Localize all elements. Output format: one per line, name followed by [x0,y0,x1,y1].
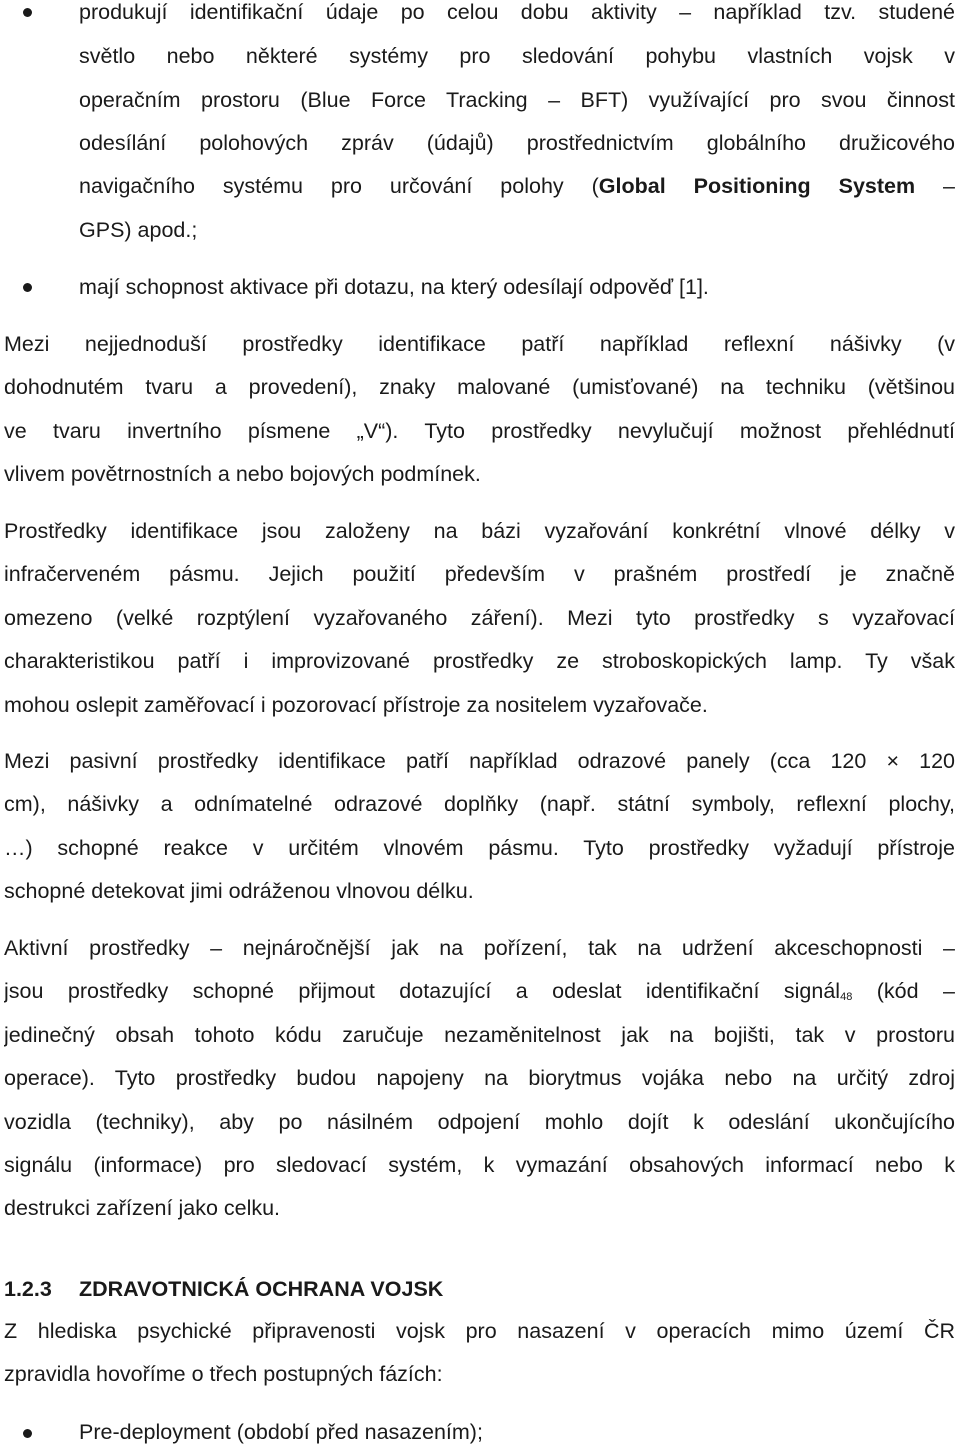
bullet-item-1-line-4: odesílání polohových zpráv (údajů) prostřednictvím globálního družicového [79,131,955,155]
paragraph-line: operace). Tyto prostředky budou napojeny na biorytmus vojáka nebo na určitý zdroj [4,1066,955,1090]
paragraph-line: dohodnutém tvaru a provedení), znaky malované (umisťované) na techniku (většinou [4,375,955,399]
paragraph-line: Aktivní prostředky – nejnáročnější jak na pořízení, tak na udržení akceschopnosti – [4,936,955,960]
paragraph-line: schopné detekovat jimi odráženou vlnovou délku. [4,879,474,903]
bullet-dot [23,1429,32,1438]
bullet-item-1-line-2: světlo nebo některé systémy pro sledování pohybu vlastních vojsk v [79,44,955,68]
bullet-dot [23,8,32,17]
paragraph-line: charakteristikou patří i improvizované prostředky ze stroboskopických lamp. Ty však [4,649,955,673]
bullet-item-1-line-3: operačním prostoru (Blue Force Tracking – BFT) využívající pro svou činnost [79,88,955,112]
paragraph-line: …) schopné reakce v určitém vlnovém pásmu. Tyto prostředky vyžadují přístroje [4,836,955,860]
paragraph-line-pre: jsou prostředky schopné přijmout dotazující a odeslat identifikační signál [4,979,841,1003]
paragraph-line: ve tvaru invertního písmene „V“). Tyto prostředky nevylučují možnost přehlédnutí [4,419,955,443]
paragraph-line: zpravidla hovoříme o třech postupných fázích: [4,1362,443,1386]
bullet-item-1-line-5-post: – [915,174,955,198]
bullet-item-bottom: Pre-deployment (období před nasazením); [79,1420,483,1444]
paragraph-line: Mezi pasivní prostředky identifikace patří například odrazové panely (cca 120 × 120 [4,749,955,773]
paragraph-line: vozidla (techniky), aby po násilném odpojení mohlo dojít k odeslání ukončujícího [4,1110,955,1134]
footnote-ref: 48 [840,991,853,1003]
paragraph-line: jedinečný obsah tohoto kódu zaručuje nezaměnitelnost jak na bojišti, tak v prostoru [4,1023,955,1047]
paragraph-line: Z hlediska psychické připravenosti vojsk pro nasazení v operacích mimo území ČR [4,1319,955,1343]
bullet-item-1-line-5-bold: Global Positioning System [598,174,916,198]
bullet-item-1-line-6: GPS) apod.; [79,218,198,242]
paragraph-line [4,976,955,1006]
paragraph-line: mohou oslepit zaměřovací i pozorovací přístroje za nositelem vyzařovače. [4,693,708,717]
paragraph-line: infračerveném pásmu. Jejich použití především v prašném prostředí je značně [4,562,955,586]
section-number: 1.2.3 [4,1277,52,1301]
paragraph-line: vlivem povětrnostních a nebo bojových podmínek. [4,462,481,486]
bullet-dot [23,283,32,292]
bullet-item-2: mají schopnost aktivace při dotazu, na který odesílají odpověď [1]. [79,275,709,299]
bullet-item-1-line-5-pre: navigačního systému pro určování polohy ( [79,174,599,198]
section-title: ZDRAVOTNICKÁ OCHRANA VOJSK [79,1277,444,1301]
bullet-item-1-line-1: produkují identifikační údaje po celou dobu aktivity – například tzv. studené [79,0,955,24]
paragraph-line-post: (kód – [852,979,955,1003]
paragraph-line: signálu (informace) pro sledovací systém, k vymazání obsahových informací nebo k [4,1153,955,1177]
paragraph-line: omezeno (velké rozptýlení vyzařovaného záření). Mezi tyto prostředky s vyzařovací [4,606,955,630]
paragraph-line: Prostředky identifikace jsou založeny na bázi vyzařování konkrétní vlnové délky v [4,519,955,543]
paragraph-line: cm), nášivky a odnímatelné odrazové doplňky (např. státní symboly, reflexní plochy, [4,792,955,816]
bullet-item-1-line-5 [79,171,955,201]
paragraph-line: destrukci zařízení jako celku. [4,1196,281,1220]
paragraph-line: Mezi nejjednoduší prostředky identifikace patří například reflexní nášivky (v [4,332,955,356]
